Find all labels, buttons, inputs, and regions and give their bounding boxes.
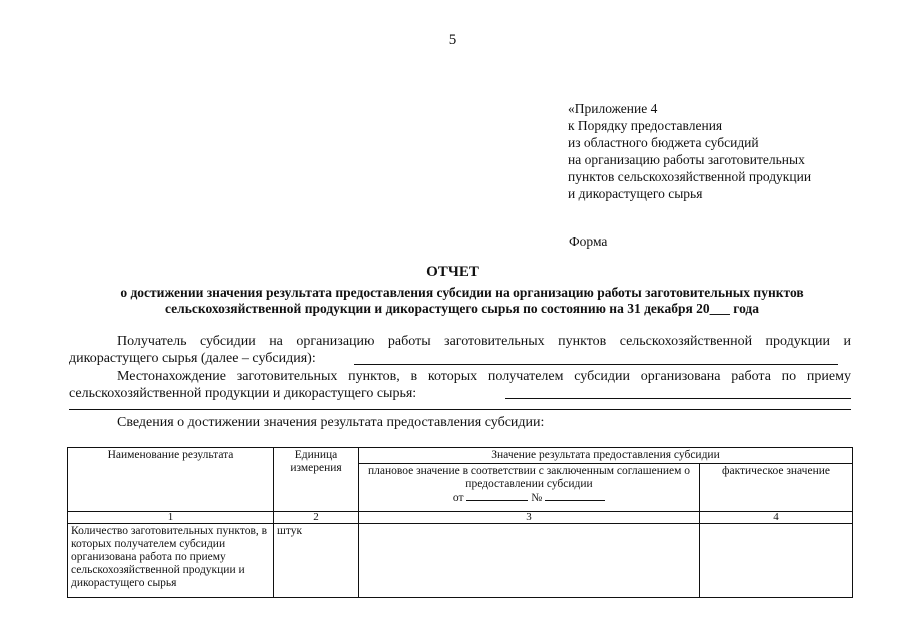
info-paragraph bbox=[69, 414, 851, 431]
column-number: 3 bbox=[359, 512, 700, 524]
header-value-group: Значение результата предоставления субсидии bbox=[359, 448, 853, 464]
header-planned-text: плановое значение в соответствии с заключенным соглашением о предоставлении субсидии bbox=[367, 465, 691, 490]
planned-value-cell[interactable] bbox=[359, 524, 700, 598]
result-name-cell: Количество заготовительных пунктов, в которых получателем субсидии организована работа по приему сельскохозяйственной продукции и дикорастущего сырья bbox=[68, 524, 274, 598]
page-number: 5 bbox=[448, 32, 457, 48]
actual-value-cell[interactable] bbox=[700, 524, 853, 598]
results-table bbox=[67, 447, 853, 598]
planned-number-blank[interactable] bbox=[545, 500, 605, 501]
report-subtitle: о достижении значения результата предоставления субсидии на организацию работы заготовительных пунктов сельскохозяйственной продукции и дикорастущего сырья по состоянию на 31 декабря 20___ года bbox=[120, 285, 804, 316]
appendix-header bbox=[568, 100, 811, 202]
header-result-name: Наименование результата bbox=[68, 448, 274, 512]
appendix-line: «Приложение 4 bbox=[568, 101, 658, 116]
recipient-fill-line[interactable] bbox=[354, 364, 838, 365]
planned-from-label: от bbox=[452, 492, 464, 504]
unit-cell: штук bbox=[274, 524, 359, 598]
location-text: Местонахождение заготовительных пунктов, в которых получателем субсидии организована работа по приему сельскохозяйственной продукции и дикорастущего сырья: bbox=[69, 369, 851, 401]
appendix-line: на организацию работы заготовительных bbox=[568, 152, 805, 167]
location-fill-line[interactable] bbox=[505, 398, 851, 399]
appendix-line: из областного бюджета субсидий bbox=[568, 135, 759, 150]
column-number: 4 bbox=[700, 512, 853, 524]
location-paragraph bbox=[69, 368, 851, 402]
recipient-paragraph bbox=[69, 333, 851, 367]
header-actual: фактическое значение bbox=[700, 464, 853, 512]
appendix-line: к Порядку предоставления bbox=[568, 118, 723, 133]
table-row bbox=[68, 524, 853, 598]
location-fill-line-2[interactable] bbox=[69, 409, 851, 410]
info-text: Сведения о достижении значения результата предоставления субсидии: bbox=[117, 415, 545, 430]
appendix-line: пунктов сельскохозяйственной продукции bbox=[568, 169, 812, 184]
appendix-line: и дикорастущего сырья bbox=[568, 186, 703, 201]
report-title: ОТЧЕТ bbox=[426, 264, 479, 280]
planned-no-label: № bbox=[531, 492, 543, 504]
planned-date-blank[interactable] bbox=[466, 500, 528, 501]
recipient-text: Получатель субсидии на организацию работы заготовительных пунктов сельскохозяйственной продукции и дикорастущего сырья (далее – субсидия): bbox=[69, 334, 851, 366]
header-planned-ref bbox=[362, 492, 696, 505]
form-label: Форма bbox=[569, 234, 608, 249]
column-number: 1 bbox=[68, 512, 274, 524]
column-number: 2 bbox=[274, 512, 359, 524]
header-unit: Единица измерения bbox=[274, 448, 359, 512]
header-planned bbox=[359, 464, 700, 512]
